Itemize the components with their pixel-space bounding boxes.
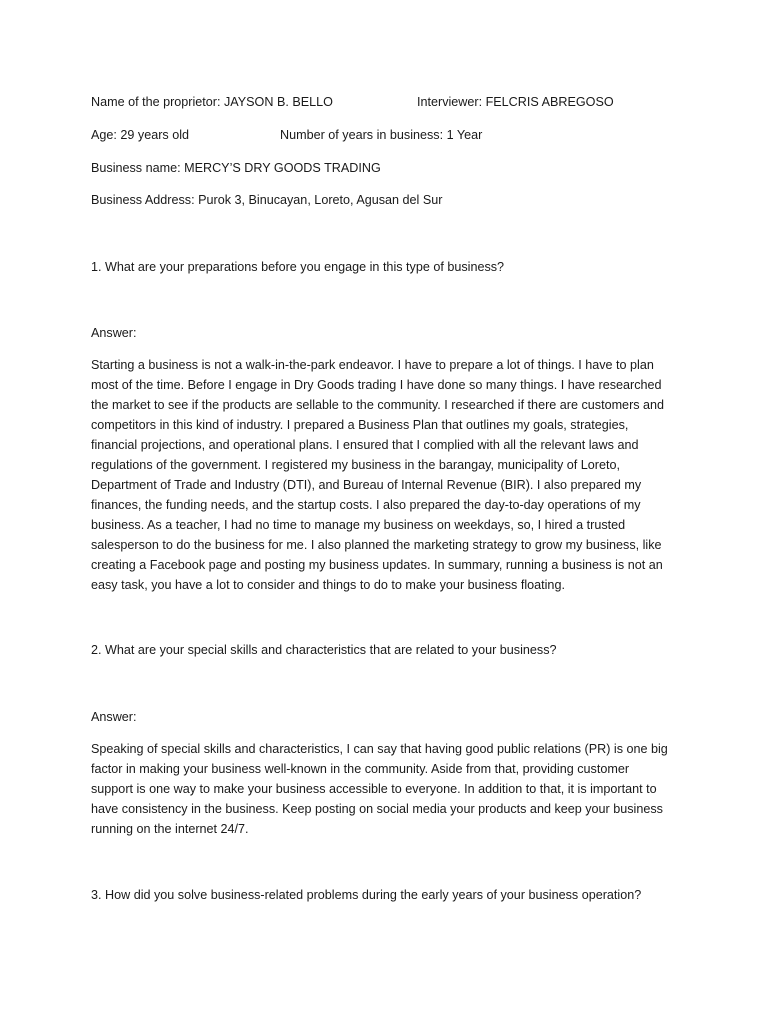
answer-line: finances, the funding needs, and the startup costs. I also prepared the day-to-day operations of my: [91, 498, 641, 512]
interviewer-name: Interviewer: FELCRIS ABREGOSO: [417, 95, 614, 109]
answer-line: running on the internet 24/7.: [91, 822, 249, 836]
answer-line: factor in making your business well-known in the community. Aside from that, providing customer: [91, 762, 630, 776]
answer-1: [91, 355, 681, 595]
answer-line: easy task, you have a lot to consider and things to do to make your business floating.: [91, 578, 565, 592]
answer-label-2: Answer:: [91, 710, 137, 724]
question-2: 2. What are your special skills and characteristics that are related to your business?: [91, 643, 557, 657]
answer-line: financial projections, and operational plans. I ensured that I complied with all the relevant laws and: [91, 438, 639, 452]
proprietor-age: Age: 29 years old: [91, 128, 190, 142]
answer-line: salesperson to do the business for me. I also planned the marketing strategy to grow my business, like: [91, 538, 662, 552]
answer-line: Starting a business is not a walk-in-the-park endeavor. I have to prepare a lot of things. I have to plan: [91, 358, 654, 372]
answer-line: regulations of the government. I registered my business in the barangay, municipality of Loreto,: [91, 458, 620, 472]
proprietor-name: Name of the proprietor: JAYSON B. BELLO: [91, 95, 333, 109]
question-3: 3. How did you solve business-related problems during the early years of your business operation?: [91, 888, 642, 902]
answer-line: have consistency in the business. Keep posting on social media your products and keep your business: [91, 802, 663, 816]
business-address: Business Address: Purok 3, Binucayan, Loreto, Agusan del Sur: [91, 193, 443, 207]
answer-line: the market to see if the products are sellable to the community. I researched if there are customers and: [91, 398, 665, 412]
answer-line: support is one way to make your business accessible to everyone. In addition to that, it is important to: [91, 782, 657, 796]
answer-line: Department of Trade and Industry (DTI), and Bureau of Internal Revenue (BIR). I also prepared my: [91, 478, 642, 492]
answer-line: creating a Facebook page and posting my business updates. In summary, running a business is not an: [91, 558, 663, 572]
answer-line: Speaking of special skills and characteristics, I can say that having good public relations (PR) is one big: [91, 742, 668, 756]
answer-label-1: Answer:: [91, 326, 137, 340]
business-name: Business name: MERCY’S DRY GOODS TRADING: [91, 161, 381, 175]
answer-line: competitors in this kind of industry. I prepared a Business Plan that outlines my goals, strategies,: [91, 418, 629, 432]
answer-line: most of the time. Before I engage in Dry Goods trading I have done so many things. I have researched: [91, 378, 662, 392]
answer-line: business. As a teacher, I had no time to manage my business on weekdays, so, I hired a trusted: [91, 518, 626, 532]
answer-2: [91, 739, 681, 839]
question-1: 1. What are your preparations before you engage in this type of business?: [91, 260, 505, 274]
years-in-business: Number of years in business: 1 Year: [280, 128, 483, 142]
